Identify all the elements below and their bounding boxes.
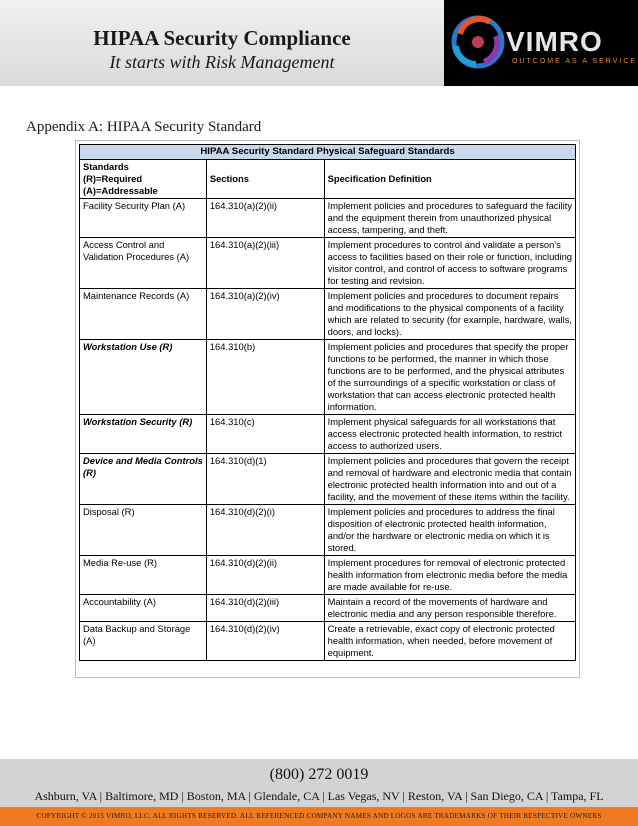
table-title-row bbox=[80, 145, 576, 160]
logo-mark-icon bbox=[450, 14, 506, 70]
cell-section: 164.310(c) bbox=[206, 415, 324, 454]
cell-spec: Implement procedures to control and validate a person's access to facilities based on their role or function, including visitor control, and control of access to software programs for testing and revision. bbox=[324, 238, 575, 289]
cell-section: 164.310(d)(2)(iv) bbox=[206, 622, 324, 661]
footer-phone: (800) 272 0019 bbox=[269, 766, 369, 783]
cell-spec: Implement physical safeguards for all workstations that access electronic protected health information, to restrict access to authorized users. bbox=[324, 415, 575, 454]
header-standards-line: Standards bbox=[83, 161, 129, 172]
cell-standard: Device and Media Controls (R) bbox=[80, 454, 207, 505]
copyright-text: COPYRIGHT © 2015 VIMRO, LLC. ALL RIGHTS RESERVED. ALL REFERENCED COMPANY NAMES AND LOGOS ARE TRADEMARKS OF THEIR RESPECTIVE OWNERS bbox=[36, 812, 602, 820]
cell-section: 164.310(d)(2)(ii) bbox=[206, 556, 324, 595]
header-title: HIPAA Security Compliance bbox=[93, 26, 351, 50]
table-row bbox=[80, 238, 576, 289]
safeguard-table bbox=[79, 144, 576, 661]
cell-spec: Implement policies and procedures to address the final disposition of electronic protected health information, and/or the hardware or electronic media on which it is stored. bbox=[324, 505, 575, 556]
cell-spec: Implement policies and procedures that specify the proper functions to be performed, the manner in which those functions are to be performed, and the physical attributes of the surroundings of a specific workstation or class of workstation that can access electronic protected health information. bbox=[324, 340, 575, 415]
cell-standard: Data Backup and Storage (A) bbox=[80, 622, 207, 661]
cell-spec: Maintain a record of the movements of hardware and electronic media and any person responsible therefore. bbox=[324, 595, 575, 622]
cell-section: 164.310(d)(1) bbox=[206, 454, 324, 505]
table-row bbox=[80, 622, 576, 661]
page-header bbox=[0, 0, 638, 86]
header-subtitle: It starts with Risk Management bbox=[109, 52, 335, 72]
vimro-logo bbox=[444, 0, 638, 86]
cell-spec: Implement policies and procedures that govern the receipt and removal of hardware and electronic media that contain electronic protected health information into and out of a facility, and the movement of these items within the facility. bbox=[324, 454, 575, 505]
table-header-row bbox=[80, 160, 576, 199]
footer-locations: Ashburn, VA | Baltimore, MD | Boston, MA | Glendale, CA | Las Vegas, NV | Reston, VA | San Diego, CA | Tampa, FL bbox=[34, 789, 604, 803]
cell-spec: Implement procedures for removal of electronic protected health information from electronic media before the media are made available for re-use. bbox=[324, 556, 575, 595]
cell-section: 164.310(a)(2)(ii) bbox=[206, 199, 324, 238]
header-standards-line: (A)=Addressable bbox=[83, 185, 158, 196]
cell-spec: Implement policies and procedures to safeguard the facility and the equipment therein from unauthorized physical access, tampering, and theft. bbox=[324, 199, 575, 238]
table-row bbox=[80, 415, 576, 454]
cell-section: 164.310(a)(2)(iv) bbox=[206, 289, 324, 340]
cell-spec: Implement policies and procedures to document repairs and modifications to the physical components of a facility which are related to security (for example, hardware, walls, doors, and locks). bbox=[324, 289, 575, 340]
cell-section: 164.310(d)(2)(iii) bbox=[206, 595, 324, 622]
table-row bbox=[80, 340, 576, 415]
header-spec: Specification Definition bbox=[324, 160, 575, 199]
page-footer bbox=[0, 759, 638, 807]
table-row bbox=[80, 505, 576, 556]
table-row bbox=[80, 454, 576, 505]
logo-tagline: OUTCOME AS A SERVICE bbox=[512, 58, 638, 65]
table-row bbox=[80, 595, 576, 622]
logo-word: VIMRO bbox=[506, 26, 603, 57]
table-row bbox=[80, 289, 576, 340]
cell-standard: Facility Security Plan (A) bbox=[80, 199, 207, 238]
cell-standard: Workstation Security (R) bbox=[80, 415, 207, 454]
cell-spec: Create a retrievable, exact copy of electronic protected health information, when needed, before movement of equipment. bbox=[324, 622, 575, 661]
cell-standard: Access Control and Validation Procedures (A) bbox=[80, 238, 207, 289]
table-row bbox=[80, 199, 576, 238]
appendix-label: Appendix A: HIPAA Security Standard bbox=[26, 119, 262, 135]
cell-standard: Accountability (A) bbox=[80, 595, 207, 622]
header-sections: Sections bbox=[206, 160, 324, 199]
header-standards bbox=[80, 160, 207, 199]
table-row bbox=[80, 556, 576, 595]
cell-standard: Maintenance Records (A) bbox=[80, 289, 207, 340]
cell-section: 164.310(a)(2)(iii) bbox=[206, 238, 324, 289]
table-title: HIPAA Security Standard Physical Safeguard Standards bbox=[80, 145, 576, 160]
cell-section: 164.310(d)(2)(i) bbox=[206, 505, 324, 556]
header-standards-line: (R)=Required bbox=[83, 173, 143, 184]
cell-standard: Disposal (R) bbox=[80, 505, 207, 556]
cell-standard: Media Re-use (R) bbox=[80, 556, 207, 595]
safeguard-table-image bbox=[75, 140, 580, 678]
copyright-bar bbox=[0, 807, 638, 826]
cell-section: 164.310(b) bbox=[206, 340, 324, 415]
cell-standard: Workstation Use (R) bbox=[80, 340, 207, 415]
